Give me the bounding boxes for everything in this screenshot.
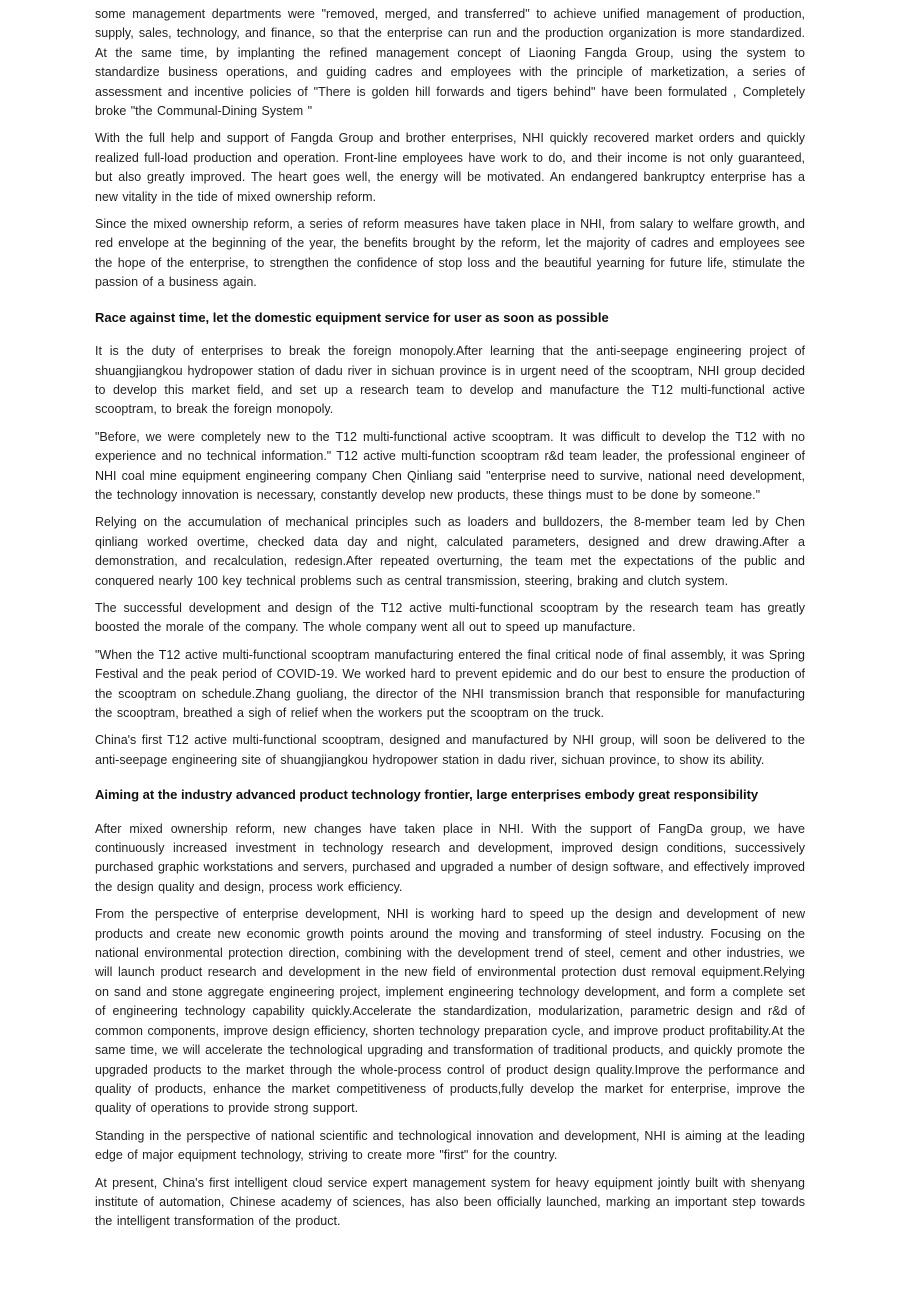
paragraph: China's first T12 active multi-functional scooptram, designed and manufactured by NHI group, will soon be delivered to the anti-seepage engineering site of shuangjiangkou hydropower station in dadu river, sichuan province, to show its ability.	[95, 733, 805, 767]
paragraph: After mixed ownership reform, new changes have taken place in NHI. With the support of FangDa group, we have continuously increased investment in technology research and development, improved design conditions, successively purchased graphic workstations and servers, purchased and upgraded a number of design software, and effectively improved the design quality and design, process work efficiency.	[95, 821, 805, 894]
paragraph: "When the T12 active multi-functional scooptram manufacturing entered the final critical node of final assembly, it was Spring Festival and the peak period of COVID-19. We worked hard to prevent epidemic and do our best to ensure the production of the scooptram on schedule.Zhang guoliang, the director of the NHI transmission branch that responsible for manufacturing the scooptram, breathed a sigh of relief when the workers put the scooptram on the truck.	[95, 647, 805, 720]
paragraph: It is the duty of enterprises to break the foreign monopoly.After learning that the anti-seepage engineering project of shuangjiangkou hydropower station of dadu river in sichuan province is in urgent need of the scooptram, NHI group decided to develop this market field, and set up a research team to develop and manufacture the T12 multi-functional active scooptram, to break the foreign monopoly.	[95, 344, 805, 417]
paragraph: some management departments were "removed, merged, and transferred" to achieve unified management of production, supply, sales, technology, and finance, so that the enterprise can run and the production organization is more standardized. At the same time, by implanting the refined management concept of Liaoning Fangda Group, using the system to standardize business operations, and guiding cadres and employees with the principle of marketization, a series of assessment and incentive policies of "There is golden hill forwards and tigers behind" have been formulated , Completely broke "the Communal-Dining System "	[95, 7, 805, 119]
paragraph: Relying on the accumulation of mechanical principles such as loaders and bulldozers, the 8-member team led by Chen qinliang worked overtime, checked data day and night, calculated parameters, designed and drew drawing.After a demonstration, and recalculation, redesign.After repeated overturning, the team met the expectations of the public and conquered nearly 100 key technical problems such as central transmission, steering, braking and clutch system.	[95, 515, 805, 588]
paragraph: With the full help and support of Fangda Group and brother enterprises, NHI quickly recovered market orders and quickly realized full-load production and operation. Front-line employees have work to do, and their income is not only guaranteed, but also greatly improved. The heart goes well, the energy will be motivated. An endangered bankruptcy enterprise has a new vitality in the tide of mixed ownership reform.	[95, 131, 805, 204]
paragraph: From the perspective of enterprise development, NHI is working hard to speed up the design and development of new products and create new economic growth points around the moving and transforming of steel industry. Focusing on the national environmental protection direction, combining with the development trend of steel, cement and other industries, we will launch product research and development in the new field of environmental protection dust removal equipment.Relying on sand and stone aggregate engineering project, implement engineering technology development, and form a complete set of engineering technology capability quickly.Accelerate the standardization, modularization, parametric design and r&d of common components, improve design efficiency, shorten technology preparation cycle, and improve product profitability.At the same time, we will accelerate the technological upgrading and transformation of traditional products, and quickly promote the upgraded products to the market through the whole-process control of product design quality.Improve the performance and quality of products, enhance the market competitiveness of products,fully develop the market for enterprise, improve the quality of operations to provide strong support.	[95, 907, 805, 1116]
paragraph: Standing in the perspective of national scientific and technological innovation and development, NHI is aiming at the leading edge of major equipment technology, striving to create more "first" for the country.	[95, 1128, 805, 1163]
paragraph: The successful development and design of the T12 active multi-functional scooptram by the research team has greatly boosted the morale of the company. The whole company went all out to speed up manufacture.	[95, 600, 805, 635]
paragraph: Since the mixed ownership reform, a series of reform measures have taken place in NHI, from salary to welfare growth, and red envelope at the beginning of the year, the benefits brought by the reform, let the majority of cadres and employees see the hope of the enterprise, to strengthen the confidence of stop loss and the beautiful yearning for future life, stimulate the passion of a business again.	[95, 217, 805, 290]
paragraph: "Before, we were completely new to the T12 multi-functional active scooptram. It was difficult to develop the T12 with no experience and no technical information." T12 active multi-function scooptram r&d team leader, the professional engineer of NHI coal mine equipment engineering company Chen Qinliang said "enterprise need to survive, national need development, the technology innovation is necessary, constantly develop new products, these things must to be done by someone."	[95, 429, 805, 502]
section-heading: Aiming at the industry advanced product technology frontier, large enterprises embody great responsibility	[95, 787, 759, 803]
paragraph: At present, China's first intelligent cloud service expert management system for heavy equipment jointly built with shenyang institute of automation, Chinese academy of sciences, has also been officially launched, marking an important step towards the intelligent transformation of the product.	[95, 1175, 805, 1229]
section-heading: Race against time, let the domestic equipment service for user as soon as possible	[95, 309, 609, 325]
